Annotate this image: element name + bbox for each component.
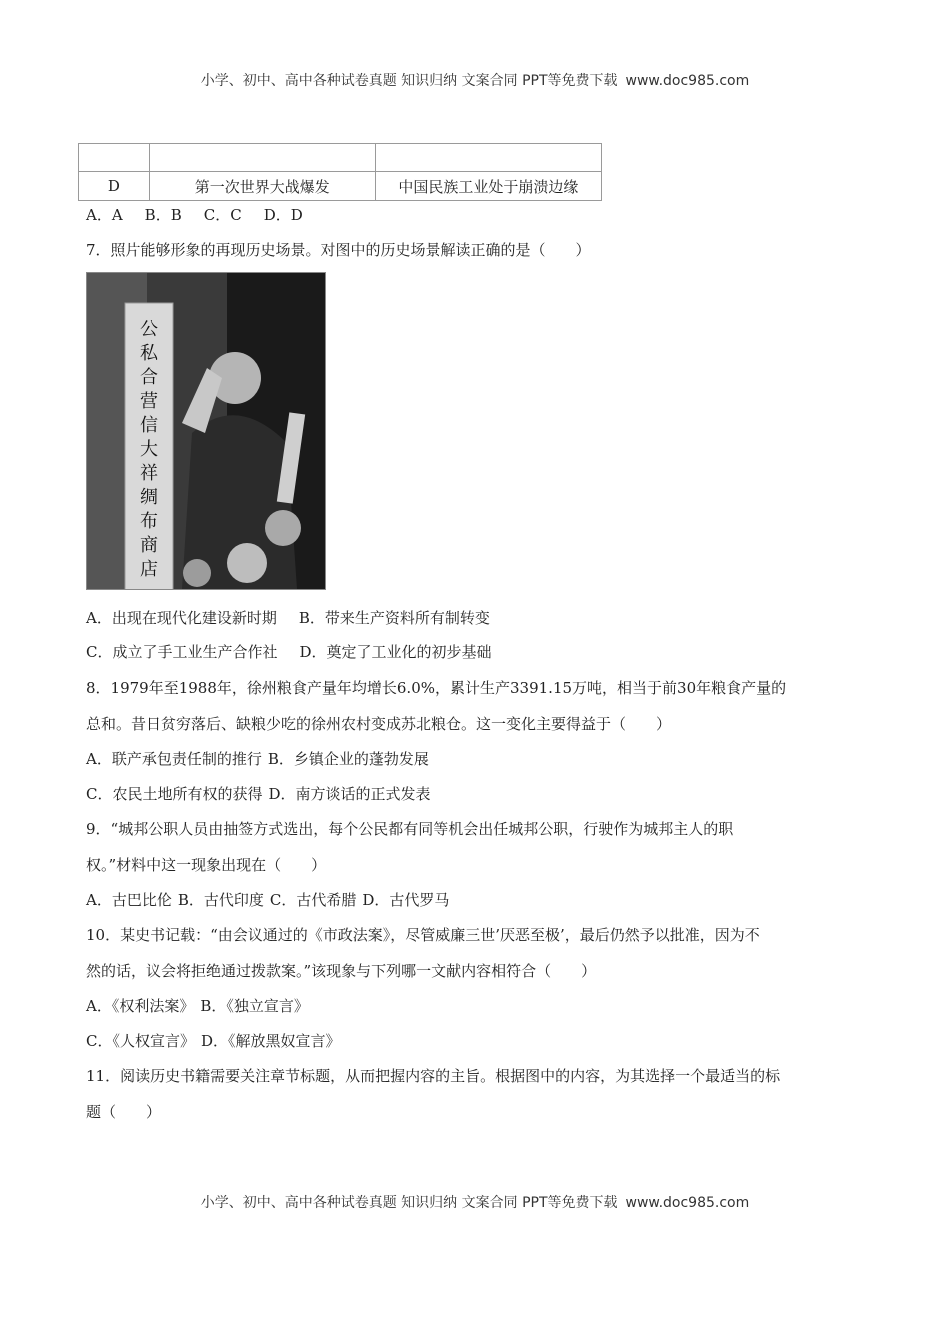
option-c: C．C (203, 206, 242, 224)
option-c: C．古代希腊 (269, 891, 357, 909)
option-a: A．古巴比伦 (86, 891, 172, 909)
q8-options-row2 (86, 784, 431, 804)
answer-table-fragment (78, 143, 602, 201)
footer-url[interactable]: www.doc985.com (625, 1195, 750, 1211)
option-b: B．乡镇企业的蓬勃发展 (267, 750, 429, 768)
header-url[interactable]: www.doc985.com (625, 73, 750, 89)
q10-options-row2 (86, 1031, 341, 1051)
option-a: A．出现在现代化建设新时期 (86, 609, 277, 627)
q9-stem-line1: 9．“城邦公职人员由抽签方式选出，每个公民都有同等机会出任城邦公职，行驶作为城邦主人的职 (86, 820, 734, 838)
table-cell: 中国民族工业处于崩溃边缘 (375, 172, 601, 201)
historical-photo (86, 272, 326, 590)
table-row (79, 144, 602, 172)
table-cell (375, 144, 601, 172)
footer-text: 小学、初中、高中各种试卷真题 知识归纳 文案合同 PPT等免费下载 (200, 1195, 618, 1211)
table-cell (149, 144, 375, 172)
option-d: D．奠定了工业化的初步基础 (299, 643, 492, 661)
page-footer (0, 1192, 950, 1212)
option-c: C．成立了手工业生产合作社 (86, 643, 278, 661)
option-b: B．古代印度 (177, 891, 264, 909)
q8-stem-line2: 总和。昔日贫穷落后、缺粮少吃的徐州农村变成苏北粮仓。这一变化主要得益于（ ） (86, 715, 672, 733)
option-d: D．古代罗马 (362, 891, 450, 909)
q10-stem-line2: 然的话，议会将拒绝通过拨款案。”该现象与下列哪一文献内容相符合（ ） (86, 962, 597, 980)
table-cell: 第一次世界大战爆发 (149, 172, 375, 201)
option-b: B．B (144, 206, 182, 224)
q10-stem-line1: 10．某史书记载：“由会议通过的《市政法案》，尽管威廉三世’厌恶至极’，最后仍然予以批准，因为不 (86, 926, 760, 944)
option-a: A．《权利法案》 (86, 997, 195, 1015)
q9-stem-line2: 权。”材料中这一现象出现在（ ） (86, 856, 327, 874)
q8-stem-line1: 8．1979年至1988年，徐州粮食产量年均增长6.0%，累计生产3391.15万吨，相当于前30年粮食产量的 (86, 679, 787, 697)
table-cell (79, 144, 150, 172)
q10-options-row1 (86, 996, 309, 1016)
q9-options (86, 890, 449, 910)
q11-stem-line1: 11．阅读历史书籍需要关注章节标题，从而把握内容的主旨。根据图中的内容，为其选择一个最适当的标 (86, 1067, 781, 1085)
option-b: B．带来生产资料所有制转变 (298, 609, 490, 627)
option-a: A．A (86, 206, 123, 224)
banner-text: 公私合营信大祥绸布商店 (140, 319, 158, 580)
q6-options (86, 205, 303, 225)
header-text: 小学、初中、高中各种试卷真题 知识归纳 文案合同 PPT等免费下载 (200, 73, 618, 89)
table-row (79, 172, 602, 201)
option-c: C．《人权宣言》 (86, 1032, 195, 1050)
page-header (0, 70, 950, 90)
option-b: B．《独立宣言》 (200, 997, 309, 1015)
q7-options-row2 (86, 642, 492, 662)
q8-options-row1 (86, 749, 429, 769)
photo-illustration (87, 273, 325, 589)
q11-stem-line2: 题（ ） (86, 1103, 162, 1121)
option-d: D．D (263, 206, 303, 224)
option-c: C．农民土地所有权的获得 (86, 785, 263, 803)
option-d: D．南方谈话的正式发表 (268, 785, 431, 803)
option-a: A．联产承包责任制的推行 (86, 750, 262, 768)
q7-options-row1 (86, 608, 490, 628)
table-cell: D (79, 172, 150, 201)
option-d: D．《解放黑奴宣言》 (200, 1032, 341, 1050)
q7-stem: 7．照片能够形象的再现历史场景。对图中的历史场景解读正确的是（ ） (86, 241, 591, 259)
